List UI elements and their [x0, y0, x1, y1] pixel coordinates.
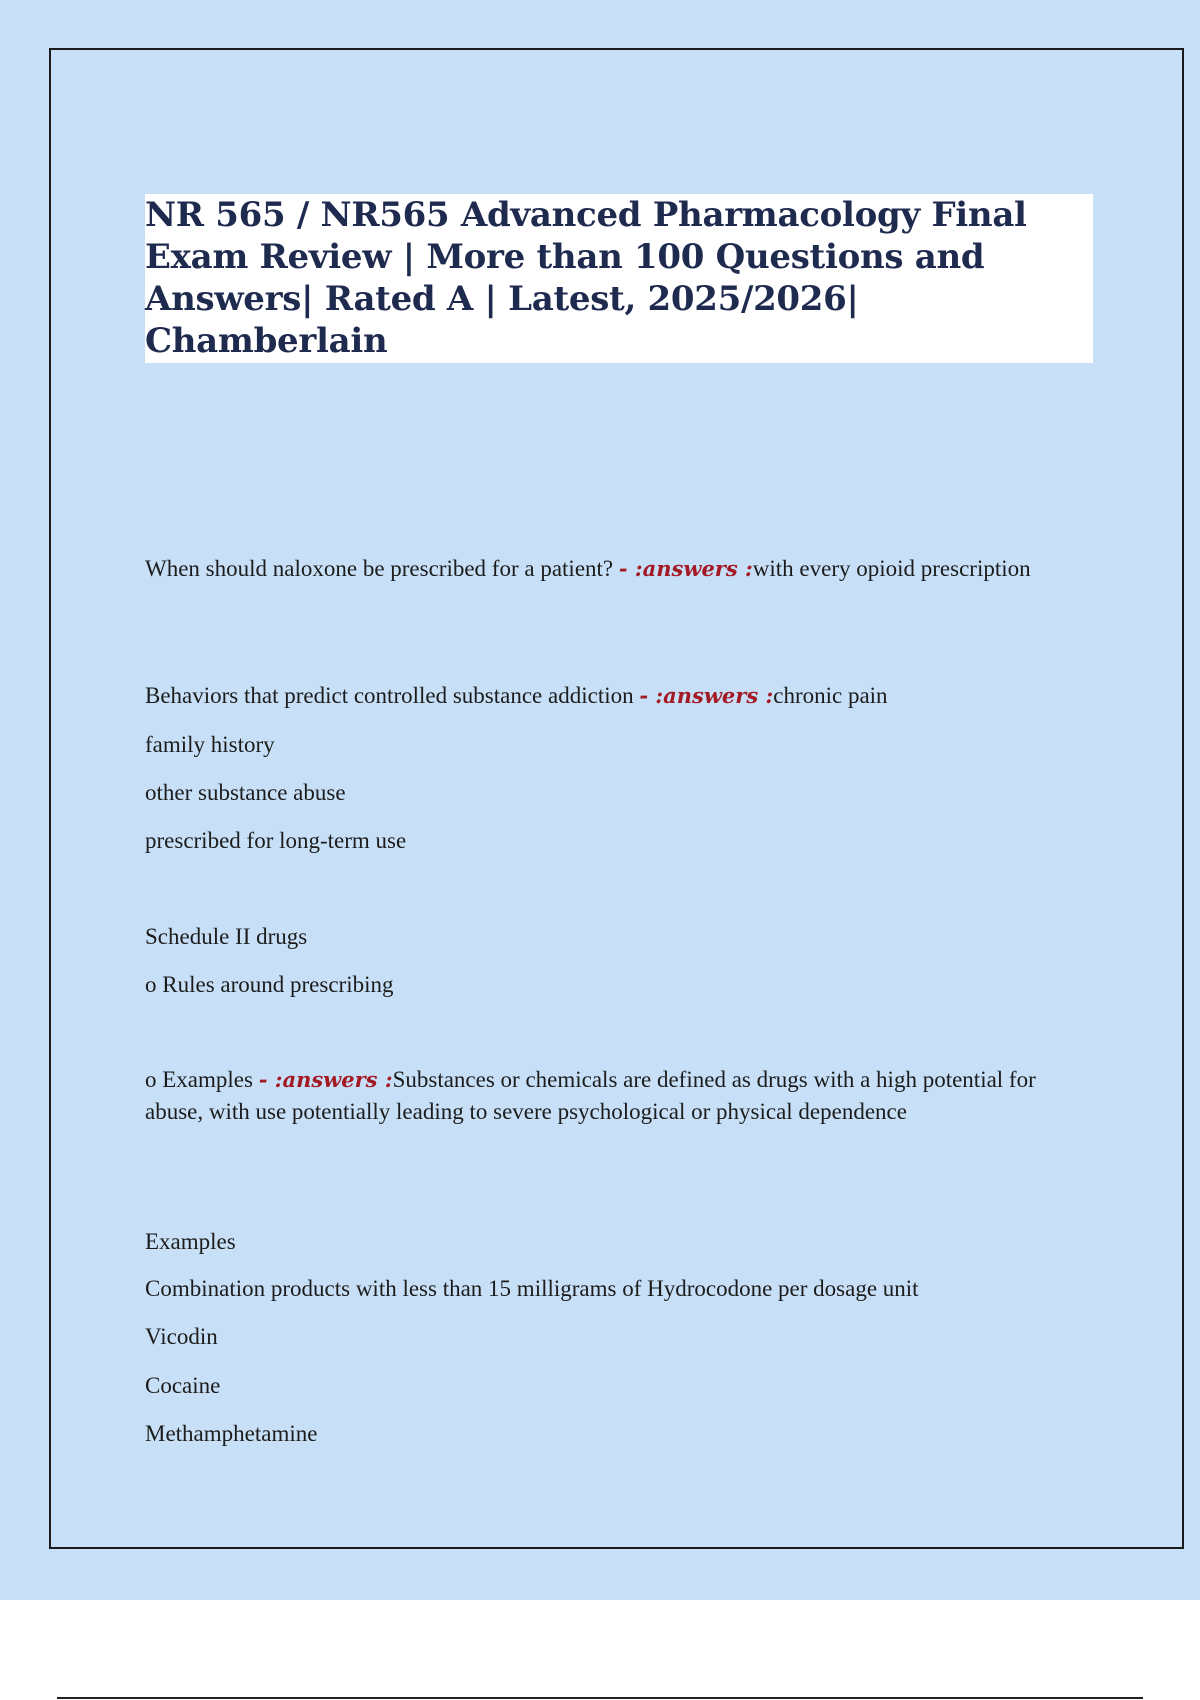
- qa-naloxone: [145, 553, 1045, 585]
- title-box: [145, 194, 1093, 363]
- answer-text: Substances or chemicals are defined as drugs with a high potential for abuse, with use potentially leading to severe psychological or physical dependence: [145, 1067, 1036, 1124]
- list-item: Vicodin: [145, 1324, 218, 1349]
- question-text: When should naloxone be prescribed for a patient?: [145, 556, 619, 581]
- bottom-divider: [57, 1697, 1143, 1699]
- section-heading-examples: Examples: [145, 1229, 236, 1254]
- answer-marker: - :answers :: [618, 556, 753, 581]
- page-title: NR 565 / NR565 Advanced Pharmacology Final Exam Review | More than 100 Questions and Answers| Rated A | Latest, 2025/2026| Chamberlain: [145, 195, 1027, 361]
- qa-examples: [145, 1064, 1045, 1128]
- qa-addiction-behaviors: [145, 680, 1045, 712]
- list-item: other substance abuse: [145, 780, 346, 805]
- question-text: o Examples: [145, 1067, 259, 1092]
- section-heading-schedule-ii: Schedule II drugs: [145, 924, 308, 949]
- answer-marker: - :answers :: [258, 1067, 393, 1092]
- list-item: prescribed for long-term use: [145, 828, 407, 853]
- answer-text: with every opioid prescription: [752, 556, 1031, 581]
- question-text: Behaviors that predict controlled substance addiction: [145, 683, 640, 708]
- list-item: family history: [145, 732, 275, 757]
- list-item: o Rules around prescribing: [145, 972, 394, 997]
- answer-text: chronic pain: [773, 683, 888, 708]
- list-item: Cocaine: [145, 1373, 221, 1398]
- list-item: Combination products with less than 15 milligrams of Hydrocodone per dosage unit: [145, 1276, 919, 1301]
- list-item: Methamphetamine: [145, 1421, 318, 1446]
- answer-marker: - :answers :: [639, 683, 774, 708]
